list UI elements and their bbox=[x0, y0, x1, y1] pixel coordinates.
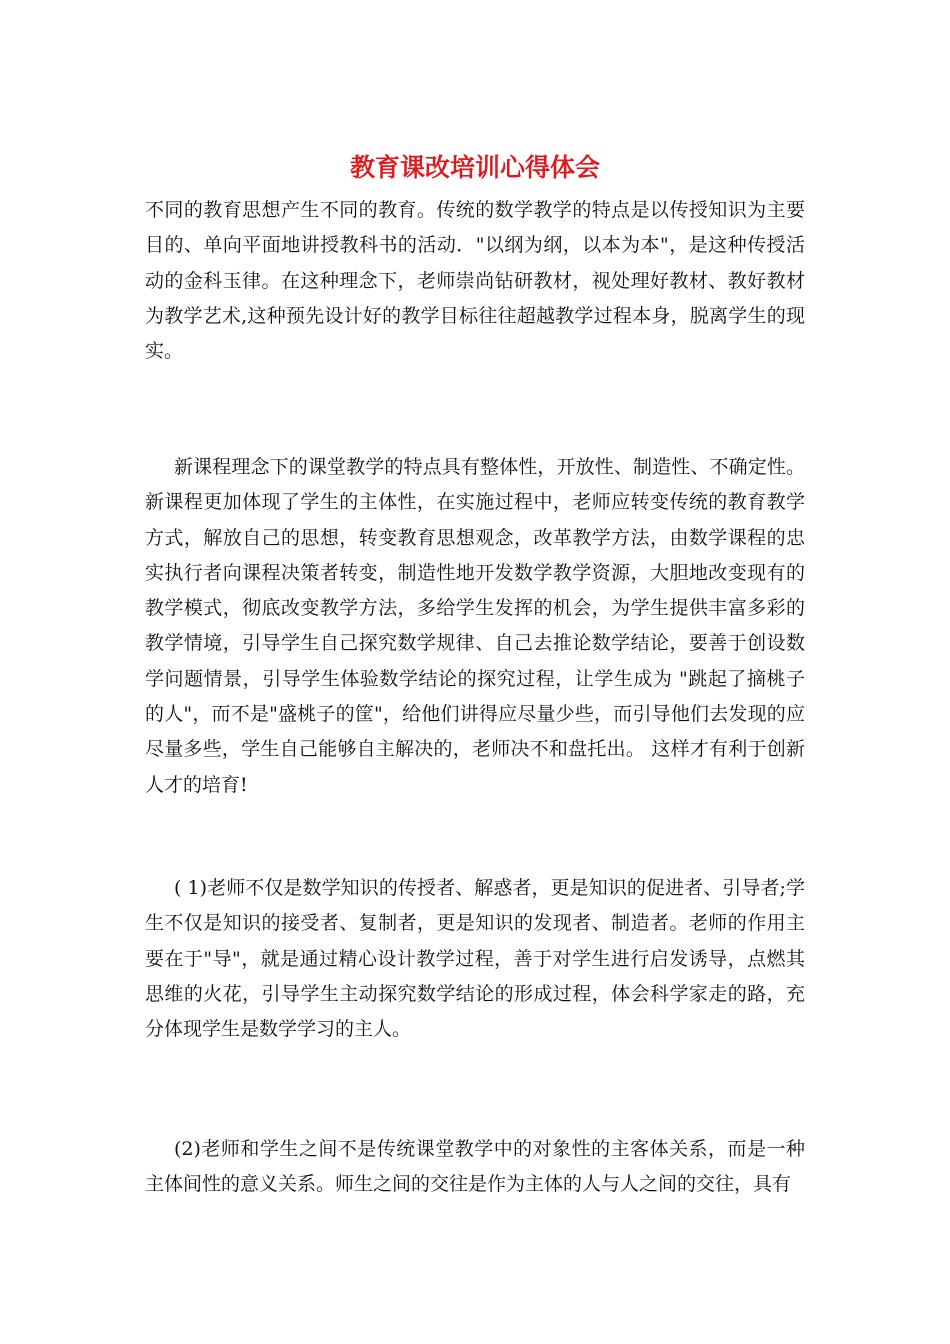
document-title: 教育课改培训心得体会 bbox=[349, 153, 600, 182]
paragraph-2: 新课程理念下的课堂教学的特点具有整体性，开放性、制造性、不确定性。新课程更加体现了学生的主体性，在实施过程中，老师应转变传统的教育教学方式，解放自己的思想，转变教育思想观念，改革教学方法，由数学课程的忠实执行者向课程决策者转变，制造性地开发数学教学资源，大胆地改变现有的教学模式，彻底改变教学方法，多给学生发挥的机会，为学生提供丰富多彩的教学情境，引导学生自己探究数学规律、自己去推论数学结论，要善于创设数学问题情景，引导学生体验数学结论的探究过程，让学生成为 "跳起了摘桃子的人"，而不是"盛桃子的筐"，给他们讲得应尽量少些，而引导他们去发现的应尽量多些，学生自己能够自主解决的，老师决不和盘托出。 这样才有利于创新人才的培育! bbox=[145, 456, 805, 796]
paragraph-4: (2)老师和学生之间不是传统课堂教学中的对象性的主客体关系，而是一种主体间性的意义关系。师生之间的交往是作为主体的人与人之间的交往，具有 bbox=[145, 1138, 805, 1196]
paragraph-1: 不同的教育思想产生不同的教育。传统的数学教学的特点是以传授知识为主要目的、单向平面地讲授教科书的活动．"以纲为纲，以本为本"，是这种传授活动的金科玉律。在这种理念下，老师崇尚钻研教材，视处理好教材、教好教材为教学艺术,这种预先设计好的教学目标往往超越教学过程本身，脱离学生的现实。 bbox=[145, 199, 805, 363]
paragraph-3: ( 1)老师不仅是数学知识的传授者、解惑者，更是知识的促进者、引导者;学生不仅是知识的接受者、复制者，更是知识的发现者、制造者。老师的作用主要在于"导"，就是通过精心设计教学过程，善于对学生进行启发诱导，点燃其思维的火花，引导学生主动探究数学结论的形成过程，体会科学家走的路，充分体现学生是数学学习的主人。 bbox=[145, 877, 805, 1041]
